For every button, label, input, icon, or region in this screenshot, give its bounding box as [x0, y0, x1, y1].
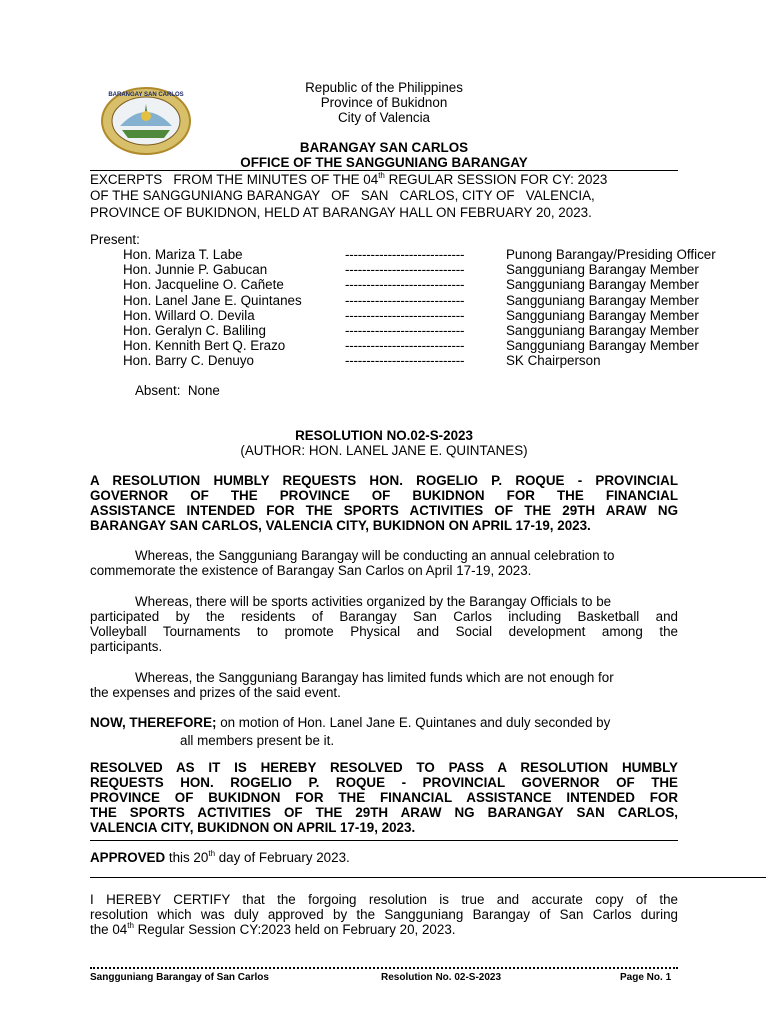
member-name: Hon. Lanel Jane E. Quintanes [123, 292, 302, 308]
member-dash: ---------------------------- [345, 262, 465, 278]
resolved-line: REQUESTS HON. ROGELIO P. ROQUE - PROVINCIAL GOVERNOR OF THE [90, 775, 678, 790]
member-row [123, 338, 763, 353]
member-row [123, 323, 763, 338]
resolved-line: PROVINCE OF BUKIDNON FOR THE FINANCIAL ASSISTANCE INTENDED FOR [90, 790, 678, 805]
excerpt-line-1: EXCERPTS FROM THE MINUTES OF THE 04th REGULAR SESSION FOR CY: 2023 [90, 171, 608, 187]
certify-line: I HEREBY CERTIFY that the forgoing resolution is true and accurate copy of the [90, 892, 678, 907]
whereas-3-line: the expenses and prizes of the said event. [90, 685, 341, 700]
header-province: Province of Bukidnon [320, 95, 448, 110]
member-name: Hon. Barry C. Denuyo [123, 353, 254, 369]
certify-line: resolution which was duly approved by the Sangguniang Barangay of San Carlos during [90, 907, 678, 922]
header-city: City of Valencia [337, 110, 431, 125]
whereas-1-line: commemorate the existence of Barangay San Carlos on April 17-19, 2023. [90, 563, 532, 578]
footer-page-number: Page No. 1 [620, 972, 672, 983]
approved-bold: APPROVED [90, 850, 166, 865]
excerpt-line-2: OF THE SANGGUNIANG BARANGAY OF SAN CARLOS, CITY OF VALENCIA, [90, 188, 595, 203]
member-name: Hon. Geralyn C. Baliling [123, 323, 266, 338]
resolution-title-line: BARANGAY SAN CARLOS, VALENCIA CITY, BUKIDNON ON APRIL 17-19, 2023. [90, 518, 591, 533]
approved-divider [90, 877, 766, 878]
excerpt-line-3: PROVINCE OF BUKIDNON, HELD AT BARANGAY HALL ON FEBRUARY 20, 2023. [90, 205, 592, 220]
member-dash: ---------------------------- [345, 338, 465, 354]
approved-line: APPROVED this 20th day of February 2023. [90, 849, 350, 865]
member-dash: ---------------------------- [345, 277, 465, 293]
seal-text: BARANGAY SAN CARLOS [108, 92, 184, 98]
now-therefore-bold: NOW, THEREFORE; [90, 715, 217, 730]
member-dash: ---------------------------- [345, 247, 465, 262]
resolution-author: (AUTHOR: HON. LANEL JANE E. QUINTANES) [240, 443, 528, 458]
header-office: OFFICE OF THE SANGGUNIANG BARANGAY [240, 155, 528, 170]
present-label: Present: [90, 232, 140, 247]
member-position: Sangguniang Barangay Member [506, 307, 699, 323]
now-therefore [90, 715, 690, 730]
now-therefore-rest: on motion of Hon. Lanel Jane E. Quintanes and duly seconded by [216, 715, 611, 730]
footer-middle: Resolution No. 02-S-2023 [381, 972, 502, 983]
member-dash: ---------------------------- [345, 292, 465, 308]
member-name: Hon. Kennith Bert Q. Erazo [123, 338, 286, 354]
member-row [123, 277, 763, 292]
whereas-3 [90, 670, 678, 700]
resolution-title-line: ASSISTANCE INTENDED FOR THE SPORTS ACTIVITIES OF THE 29TH ARAW NG [90, 503, 678, 518]
whereas-2-line: Whereas, there will be sports activities organized by the Barangay Officials to be [135, 594, 612, 609]
resolution-title [90, 473, 678, 533]
member-position: SK Chairperson [506, 353, 601, 369]
member-row [123, 308, 763, 323]
whereas-2 [90, 594, 678, 654]
member-row [123, 247, 763, 262]
resolved-divider [90, 840, 678, 841]
resolved-line: VALENCIA CITY, BUKIDNON ON APRIL 17-19, 2023. [90, 820, 416, 835]
resolved-line: THE SPORTS ACTIVITIES OF THE 29TH ARAW NG BARANGAY SAN CARLOS, [90, 805, 678, 820]
resolution-number: RESOLUTION NO.02-S-2023 [295, 428, 473, 443]
certification [90, 892, 678, 937]
header-barangay: BARANGAY SAN CARLOS [299, 140, 469, 155]
member-position: Sangguniang Barangay Member [506, 262, 699, 278]
whereas-1 [90, 548, 678, 578]
resolved-line: RESOLVED AS IT IS HEREBY RESOLVED TO PASS A RESOLUTION HUMBLY [90, 760, 678, 775]
whereas-2-line: participated by the residents of Barangay San Carlos including Basketball and [90, 609, 678, 624]
footer-left: Sangguniang Barangay of San Carlos [90, 972, 269, 983]
member-row [123, 293, 763, 308]
whereas-1-line: Whereas, the Sangguniang Barangay will be conducting an annual celebration to [135, 548, 615, 563]
member-dash: ---------------------------- [345, 353, 465, 369]
footer-divider [90, 967, 678, 969]
member-position: Sangguniang Barangay Member [506, 338, 699, 354]
now-therefore-line-2: all members present be it. [180, 733, 335, 748]
member-name: Hon. Jacqueline O. Cañete [123, 277, 284, 293]
certify-line: the 04th Regular Session CY:2023 held on February 20, 2023. [90, 921, 456, 937]
seal-icon [100, 86, 192, 156]
member-name: Hon. Mariza T. Labe [123, 247, 243, 262]
member-row [123, 353, 763, 368]
member-name: Hon. Junnie P. Gabucan [123, 262, 268, 278]
whereas-2-line: Volleyball Tournaments to promote Physical and Social development among the [90, 624, 678, 639]
resolution-title-line: GOVERNOR OF THE PROVINCE OF BUKIDNON FOR THE FINANCIAL [90, 488, 678, 503]
member-position: Sangguniang Barangay Member [506, 277, 699, 293]
resolution-title-line: A RESOLUTION HUMBLY REQUESTS HON. ROGELIO P. ROQUE - PROVINCIAL [90, 473, 678, 488]
resolved-clause [90, 760, 678, 835]
whereas-3-line: Whereas, the Sangguniang Barangay has limited funds which are not enough for [135, 670, 614, 685]
member-position: Sangguniang Barangay Member [506, 323, 699, 338]
header-republic: Republic of the Philippines [305, 80, 463, 95]
member-name: Hon. Willard O. Devila [123, 307, 255, 323]
member-dash: ---------------------------- [345, 307, 465, 323]
member-position: Sangguniang Barangay Member [506, 292, 699, 308]
member-row [123, 262, 763, 277]
whereas-2-line: participants. [90, 639, 163, 654]
member-position: Punong Barangay/Presiding Officer [506, 247, 716, 262]
barangay-seal [100, 86, 192, 156]
absent-line: Absent: None [135, 383, 220, 398]
member-dash: ---------------------------- [345, 323, 465, 338]
